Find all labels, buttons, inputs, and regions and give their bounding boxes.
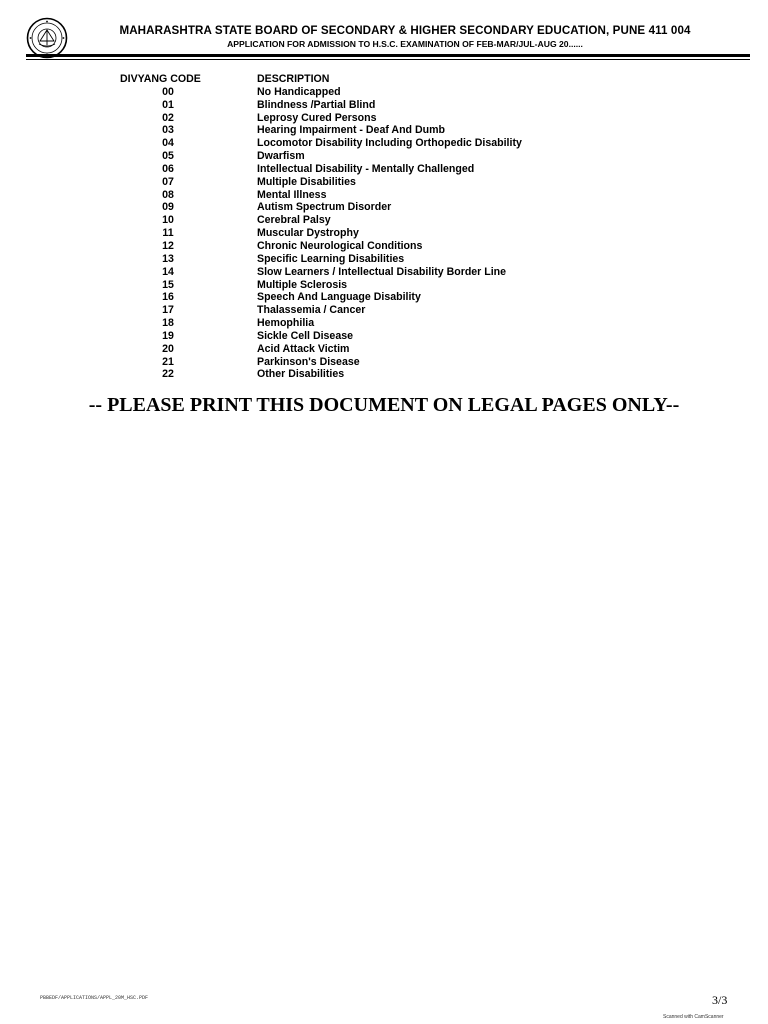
divyang-code: 07 <box>162 175 174 188</box>
page-number: 3/3 <box>712 993 728 1007</box>
divyang-code: 12 <box>162 239 174 252</box>
disability-description: Muscular Dystrophy <box>257 227 359 240</box>
disability-description: Multiple Disabilities <box>257 175 356 188</box>
table-row <box>118 252 405 266</box>
divyang-code-table <box>118 73 522 381</box>
code-column-header: DIVYANG CODE <box>120 73 201 85</box>
table-row <box>118 137 522 150</box>
disability-description: Mental Illness <box>257 188 327 201</box>
table-row <box>118 278 348 292</box>
divyang-code: 14 <box>162 265 174 278</box>
table-row <box>118 98 376 112</box>
disability-description: No Handicapped <box>257 85 341 98</box>
divyang-code: 21 <box>162 355 174 368</box>
divyang-code: 19 <box>162 329 174 342</box>
divyang-code: 10 <box>162 214 174 227</box>
board-seal-icon <box>26 17 68 59</box>
divyang-code: 13 <box>162 252 174 265</box>
header-divider-thick <box>26 54 750 57</box>
divyang-code: 06 <box>162 162 174 175</box>
application-title: APPLICATION FOR ADMISSION TO H.S.C. EXAMINATION OF FEB-MAR/JUL-AUG 20...... <box>227 39 583 49</box>
divyang-code: 04 <box>162 137 174 150</box>
footer-file-path: PBBEDF/APPLICATIONS/APPL_20M_HSC.PDF <box>40 995 149 1001</box>
table-row <box>118 342 350 356</box>
disability-description: Autism Spectrum Disorder <box>257 201 392 214</box>
table-row <box>118 265 507 279</box>
disability-description: Hearing Impairment - Deaf And Dumb <box>257 124 445 137</box>
table-row <box>118 239 423 253</box>
table-row <box>118 124 445 137</box>
divyang-code: 09 <box>162 201 174 214</box>
divyang-code: 05 <box>162 150 174 163</box>
table-row <box>118 188 327 202</box>
description-column-header: DESCRIPTION <box>257 73 330 85</box>
scanner-watermark: Scanned with CamScanner <box>663 1014 724 1020</box>
disability-description: Other Disabilities <box>257 368 345 381</box>
table-row <box>118 317 315 330</box>
disability-description: Locomotor Disability Including Orthopedic Disability <box>257 137 522 150</box>
divyang-code: 02 <box>162 111 174 124</box>
board-title: MAHARASHTRA STATE BOARD OF SECONDARY & HIGHER SECONDARY EDUCATION, PUNE 411 004 <box>119 24 691 37</box>
table-row <box>118 201 392 214</box>
divyang-code: 15 <box>162 278 174 291</box>
disability-description: Chronic Neurological Conditions <box>257 239 423 252</box>
divyang-code: 00 <box>162 85 174 98</box>
table-row <box>118 150 305 163</box>
table-row <box>118 291 421 304</box>
divyang-code: 16 <box>162 291 174 304</box>
disability-description: Specific Learning Disabilities <box>257 252 405 265</box>
table-row <box>118 355 360 369</box>
table-row <box>118 175 356 189</box>
disability-description: Dwarfism <box>257 150 305 163</box>
table-row <box>118 329 353 343</box>
divyang-code: 03 <box>162 124 174 137</box>
header-divider-thin <box>26 59 750 60</box>
disability-description: Parkinson's Disease <box>257 355 360 368</box>
divyang-code: 08 <box>162 188 174 201</box>
disability-description: Leprosy Cured Persons <box>257 111 377 124</box>
print-notice: -- PLEASE PRINT THIS DOCUMENT ON LEGAL PAGES ONLY-- <box>88 394 680 416</box>
divyang-code: 22 <box>162 368 174 381</box>
table-row <box>118 304 366 317</box>
disability-description: Multiple Sclerosis <box>257 278 348 291</box>
divyang-code: 11 <box>162 227 174 240</box>
table-row <box>118 85 341 99</box>
disability-description: Cerebral Palsy <box>257 214 331 227</box>
disability-description: Sickle Cell Disease <box>257 329 353 342</box>
disability-description: Thalassemia / Cancer <box>257 304 366 317</box>
disability-description: Blindness /Partial Blind <box>257 98 376 111</box>
document-header <box>0 0 768 60</box>
table-row <box>118 227 359 240</box>
table-row <box>118 368 345 381</box>
disability-description: Hemophilia <box>257 317 315 330</box>
divyang-code: 18 <box>162 317 174 330</box>
table-row <box>118 162 475 176</box>
disability-description: Slow Learners / Intellectual Disability Border Line <box>257 265 507 278</box>
disability-description: Acid Attack Victim <box>257 342 350 355</box>
disability-description: Speech And Language Disability <box>257 291 421 304</box>
table-header-row <box>118 73 330 86</box>
divyang-code: 17 <box>162 304 174 317</box>
divyang-code: 01 <box>162 98 174 111</box>
table-row <box>118 111 377 125</box>
divyang-code: 20 <box>162 342 174 355</box>
disability-description: Intellectual Disability - Mentally Challenged <box>257 162 475 175</box>
table-row <box>118 214 331 227</box>
